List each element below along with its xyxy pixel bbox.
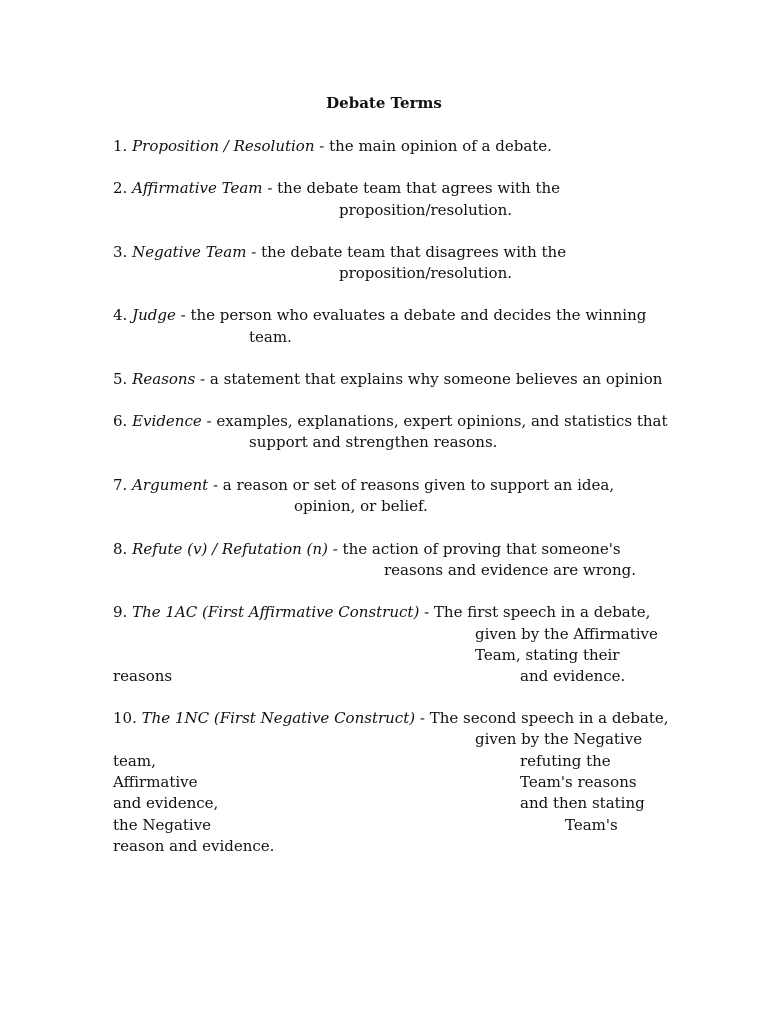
entry-definition: - the action of proving that someone's <box>332 540 621 558</box>
entry-definition-continuation: given by the Affirmative <box>475 625 658 643</box>
entry-definition-continuation: given by the Negative <box>475 730 643 748</box>
entry-term: Argument <box>132 476 209 494</box>
entry-definition: - The first speech in a debate, <box>424 603 651 621</box>
entry-definition: - the debate team that agrees with the <box>267 179 561 197</box>
entry-term: Proposition / Resolution <box>132 137 315 155</box>
entry-definition-continuation: Affirmative <box>113 773 198 791</box>
entry-definition-continuation: the Negative <box>113 816 212 834</box>
entry-definition-continuation: Team's reasons <box>520 773 637 791</box>
entry-definition-continuation: team, <box>113 752 156 770</box>
entry-definition-continuation: reasons <box>113 667 173 685</box>
entry-definition: - the main opinion of a debate. <box>319 137 552 155</box>
entry-term: Refute (v) / Refutation (n) <box>132 540 328 558</box>
entry-3-first-line <box>113 242 566 263</box>
entry-definition-continuation: and evidence, <box>113 794 219 812</box>
entry-definition-continuation: support and strengthen reasons. <box>249 433 498 451</box>
entry-4-first-line <box>113 305 646 326</box>
entry-definition-continuation: reasons and evidence are wrong. <box>384 561 636 579</box>
entry-definition: - examples, explanations, expert opinions, and statistics that <box>206 412 668 430</box>
entry-definition-continuation: and then stating <box>520 794 645 812</box>
entry-6-first-line <box>113 411 668 432</box>
entry-9-first-line <box>113 602 650 623</box>
entry-term: Evidence <box>132 412 202 430</box>
entry-definition-continuation: and evidence. <box>520 667 626 685</box>
entry-definition: - the debate team that disagrees with the <box>251 243 567 261</box>
entry-definition: - The second speech in a debate, <box>419 709 669 727</box>
entry-definition-continuation: Team's <box>565 816 618 834</box>
entry-term: Affirmative Team <box>132 179 263 197</box>
entry-definition-continuation: reason and evidence. <box>113 837 275 855</box>
entry-7-first-line <box>113 475 614 496</box>
entry-term: The 1NC (First Negative Construct) <box>141 709 416 727</box>
entry-5-first-line <box>113 369 662 390</box>
entry-number: 9. <box>113 603 128 621</box>
entry-definition: - a reason or set of reasons given to support an idea, <box>212 476 615 494</box>
entry-number: 5. <box>113 370 128 388</box>
entry-number: 7. <box>113 476 128 494</box>
entry-2-first-line <box>113 178 560 199</box>
entry-term: The 1AC (First Affirmative Construct) <box>132 603 420 621</box>
entry-term: Negative Team <box>132 243 247 261</box>
entry-term: Reasons <box>132 370 196 388</box>
entry-number: 2. <box>113 179 128 197</box>
entry-1-first-line <box>113 136 552 157</box>
entry-number: 3. <box>113 243 128 261</box>
entry-10-first-line <box>113 708 669 729</box>
page-title: Debate Terms <box>326 94 442 112</box>
entry-number: 4. <box>113 306 128 324</box>
entry-number: 8. <box>113 540 128 558</box>
entry-definition-continuation: team. <box>249 328 292 346</box>
entry-number: 1. <box>113 137 128 155</box>
entry-definition-continuation: opinion, or belief. <box>294 497 428 515</box>
entry-8-first-line <box>113 539 621 560</box>
entry-number: 6. <box>113 412 128 430</box>
entry-definition: - a statement that explains why someone believes an opinion <box>200 370 663 388</box>
entry-definition: - the person who evaluates a debate and decides the winning <box>180 306 647 324</box>
entry-definition-continuation: Team, stating their <box>475 646 620 664</box>
entry-definition-continuation: refuting the <box>520 752 611 770</box>
entry-definition-continuation: proposition/resolution. <box>339 201 513 219</box>
entry-number: 10. <box>113 709 137 727</box>
entry-term: Judge <box>132 306 176 324</box>
entry-definition-continuation: proposition/resolution. <box>339 264 513 282</box>
